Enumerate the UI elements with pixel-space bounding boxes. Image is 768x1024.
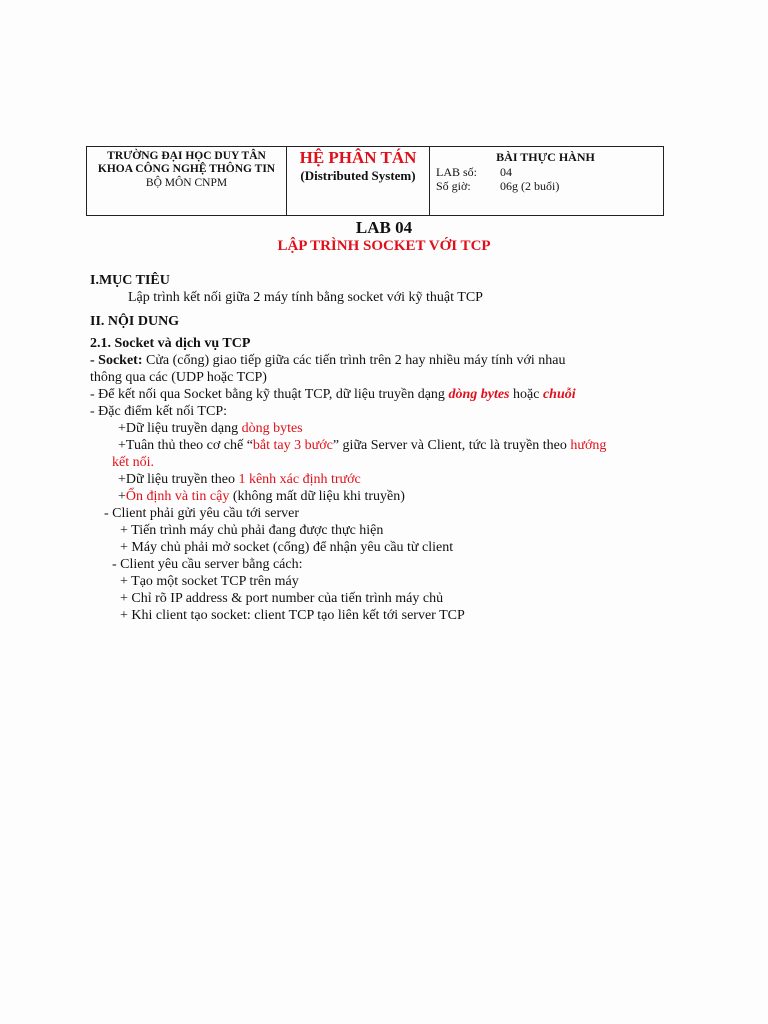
header-lab-cell	[430, 147, 663, 215]
feature-4	[118, 488, 405, 505]
feature-3	[118, 471, 361, 488]
lab-subtitle: LẬP TRÌNH SOCKET VỚI TCP	[277, 238, 491, 254]
connection-highlight-string: chuỗi	[542, 387, 576, 402]
section-1-heading: I.MỤC TIÊU	[90, 273, 170, 288]
socket-definition	[90, 352, 566, 369]
client-request-heading: - Client phải gửi yêu cầu tới server	[104, 506, 299, 521]
feature-2-text: +Tuân thủ theo cơ chế “	[118, 438, 253, 453]
socket-definition-cont: thông qua các (UDP hoặc TCP)	[90, 370, 267, 385]
client-request-item-2: + Máy chủ phải mở socket (cổng) để nhận yêu cầu từ client	[120, 540, 454, 555]
feature-2-highlight-connection: kết nối	[112, 455, 151, 470]
hours-row	[436, 179, 663, 193]
lab-number-label: LAB số:	[436, 165, 478, 179]
feature-2-highlight-handshake: bắt tay 3 bước	[252, 438, 333, 453]
feature-2-highlight-direction: hướng	[570, 438, 607, 453]
header-school-cell	[87, 147, 287, 215]
feature-1-text: +Dữ liệu truyền dạng	[118, 421, 242, 436]
connection-or: hoặc	[509, 387, 543, 402]
client-request-item-1: + Tiến trình máy chủ phải đang được thực hiện	[120, 523, 384, 538]
lab-number-row	[436, 165, 663, 179]
course-subtitle: (Distributed System)	[300, 168, 416, 183]
header-table	[86, 146, 664, 216]
connection-text: - Để kết nối qua Socket bằng kỹ thuật TCP, dữ liệu truyền dạng	[90, 387, 449, 402]
connection-highlight-bytes: dòng bytes	[448, 387, 510, 402]
client-method-item-1: + Tạo một socket TCP trên máy	[120, 574, 299, 589]
feature-2-cont	[112, 454, 154, 471]
department-name: BỘ MÔN CNPM	[145, 177, 228, 189]
lab-title: LAB 04	[355, 218, 413, 237]
socket-label: - Socket:	[90, 353, 143, 368]
feature-4-text: (không mất dữ liệu khi truyền)	[229, 489, 405, 504]
practice-title: BÀI THỰC HÀNH	[496, 150, 595, 164]
feature-1-highlight: dòng bytes	[241, 421, 303, 436]
lab-number-value: 04	[500, 165, 512, 179]
feature-2-period: .	[150, 455, 154, 470]
faculty-name: KHOA CÔNG NGHỆ THÔNG TIN	[97, 163, 276, 175]
header-course-cell	[287, 147, 430, 215]
feature-1	[118, 420, 303, 437]
section-2-1-heading: 2.1. Socket và dịch vụ TCP	[90, 336, 251, 351]
school-name: TRƯỜNG ĐẠI HỌC DUY TÂN	[107, 150, 266, 162]
feature-3-highlight: 1 kênh xác định trước	[238, 472, 361, 487]
client-method-heading: - Client yêu cầu server bằng cách:	[112, 557, 303, 572]
connection-line	[90, 386, 576, 403]
section-2-heading: II. NỘI DUNG	[90, 314, 180, 329]
client-method-item-3: + Khi client tạo socket: client TCP tạo liên kết tới server TCP	[120, 608, 465, 623]
features-heading: - Đặc điểm kết nối TCP:	[90, 404, 227, 419]
feature-4-highlight: Ổn định và tin cậy	[125, 489, 230, 504]
client-method-item-2: + Chỉ rõ IP address & port number của tiến trình máy chủ	[120, 591, 444, 606]
section-1-text: Lập trình kết nối giữa 2 máy tính bằng socket với kỹ thuật TCP	[128, 290, 483, 305]
feature-2-text-mid: ” giữa Server và Client, tức là truyền theo	[332, 438, 571, 453]
feature-3-text: +Dữ liệu truyền theo	[118, 472, 239, 487]
socket-text: Cửa (cổng) giao tiếp giữa các tiến trình trên 2 hay nhiều máy tính với nhau	[142, 353, 566, 368]
hours-value: 06g (2 buổi)	[500, 179, 560, 193]
course-title: HỆ PHÂN TÁN	[299, 148, 417, 167]
hours-label: Số giờ:	[436, 179, 471, 193]
feature-4-plus: +	[118, 489, 126, 504]
feature-2	[118, 437, 606, 454]
